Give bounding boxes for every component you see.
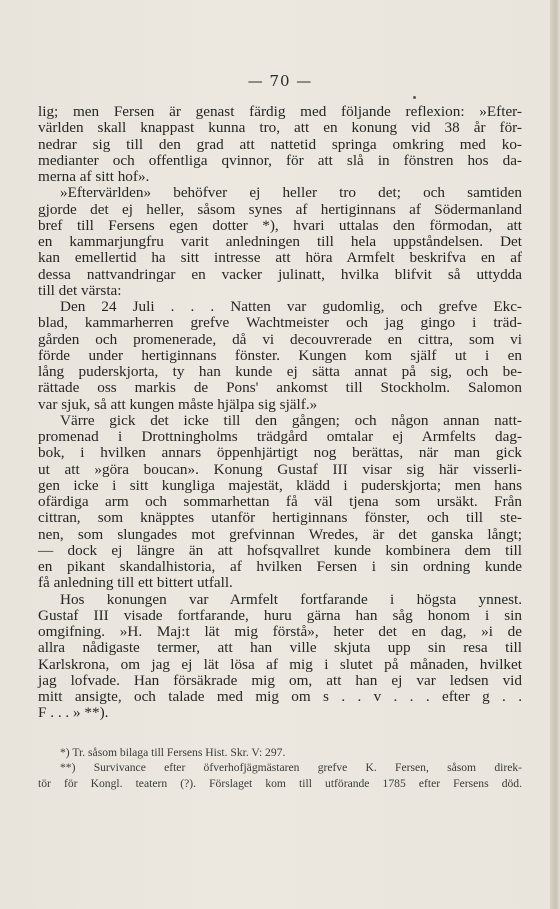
text-line: Den 24 Juli . . . Natten var gudomlig, och grefve Ekc- <box>60 298 522 315</box>
text-line: »Eftervärlden» behöfver ej heller tro det; och samtiden <box>60 184 522 202</box>
footnote-line: tör för Kongl. teatern (?). Förslaget kom till utförande 1785 efter Fersens död. <box>38 776 522 790</box>
text-line: förde under hertiginnans fönster. Kungen kom själf ut i en <box>38 346 522 364</box>
text-line: F . . . » **). <box>38 704 109 722</box>
print-speck <box>413 96 416 99</box>
text-line: Hos konungen var Armfelt fortfarande i högsta ynnest. <box>60 590 522 608</box>
text-line: — dock ej längre än att hofsqvallret kunde kombinera dem till <box>38 541 522 559</box>
text-line: Karlskrona, om jag ej lät lösa af mig i slutet på månaden, hvilket <box>38 655 522 673</box>
text-line: en pikant skandalhistoria, af hvilken Fersen i sin ordning kunde <box>38 558 522 575</box>
text-line: bref till Fersens egen dotter *), hvari uttalas den förmodan, att <box>38 216 522 234</box>
text-line: gården och promenerade, då vi decouvrerade en cittra, som vi <box>38 330 522 348</box>
text-line: lig; men Fersen är genast färdig med följande reflexion: »Efter- <box>38 103 522 120</box>
text-line: till det värsta: <box>38 281 122 299</box>
text-line: allra nådigaste termer, att han ville skjuta upp sin resa till <box>38 639 522 657</box>
text-line: världen skall knappast kunna tro, att en konung vid 38 år för- <box>38 119 522 137</box>
text-line: ofärdiga arm och sommarhettan få väl tjena som ursäkt. Från <box>38 493 522 510</box>
text-line: mitt ansigte, och talade med mig om s . . v . . . efter g . . <box>38 688 522 705</box>
text-line: kan emellertid ha sitt intresse att höra Armfelt beskrifva en af <box>38 249 522 267</box>
text-line: var sjuk, så att kungen måste hjälpa sig själf.» <box>38 395 318 413</box>
text-line: ut att »göra boucan». Konung Gustaf III visar sig här visserli- <box>38 460 522 478</box>
text-line: blad, kammarherren grefve Wachtmeister och jag gingo i träd- <box>38 314 522 332</box>
text-line: gen icke i sitt kungliga majestät, klädd i puderskjorta; men hans <box>38 476 522 494</box>
text-line: omgifning. »H. Maj:t lät mig förstå», heter det en dag, »i de <box>38 623 522 640</box>
text-line: medianter och offentliga qvinnor, för att slå in fönstren hos da- <box>38 151 522 169</box>
page-binding-edge <box>550 0 560 909</box>
page-number: — 70 — <box>247 72 313 90</box>
text-line: Gustaf III visade fortfarande, huru gärna han såg honom i sin <box>38 606 522 624</box>
text-line: cittran, som knäpptes utanför hertiginnans fönster, och till ste- <box>38 509 522 527</box>
text-line: merna af sitt hof». <box>38 168 150 185</box>
text-line: gjorde det ej heller, såsom synes af hertiginnans af Södermanland <box>38 200 522 218</box>
text-line: lång puderskjorta, ty han kunde ej sätta annat på sig, och be- <box>38 363 522 380</box>
text-line: nedrar sig till den grad att nattetid springa omkring med ko- <box>38 135 522 153</box>
text-line: få anledning till ett bittert utfall. <box>38 574 233 592</box>
footnotes <box>38 745 522 791</box>
body-text <box>38 104 522 722</box>
footnote-line: **) Survivance efter öfverhofjägmästaren grefve K. Fersen, såsom direk- <box>60 761 522 775</box>
text-line: rättade oss markis de Pons' ankomst till Stockholm. Salomon <box>38 379 522 397</box>
text-line: promenad i Drottningholms trädgård omtalar ej Armfelts dag- <box>38 428 522 445</box>
text-line: jag lofvade. Han försäkrade mig om, att han ej var ledsen vid <box>38 671 522 689</box>
text-line: bok, i hvilken annars öppenhjärtigt nog berättas, när man gick <box>38 444 522 462</box>
text-line: dessa nattvandringar en vacker julinatt, hvilka blifvit så uttydda <box>38 265 522 283</box>
footnote-line: *) Tr. såsom bilaga till Fersens Hist. Skr. V: 297. <box>60 746 286 759</box>
text-line: en kammarjungfru varit anledningen till hela uppståndelsen. Det <box>38 233 522 250</box>
text-line: Värre gick det icke till den gången; och någon annan natt- <box>60 411 522 429</box>
text-line: nen, som slungades mot grefvinnan Wredes, är det ganska långt; <box>38 525 522 543</box>
